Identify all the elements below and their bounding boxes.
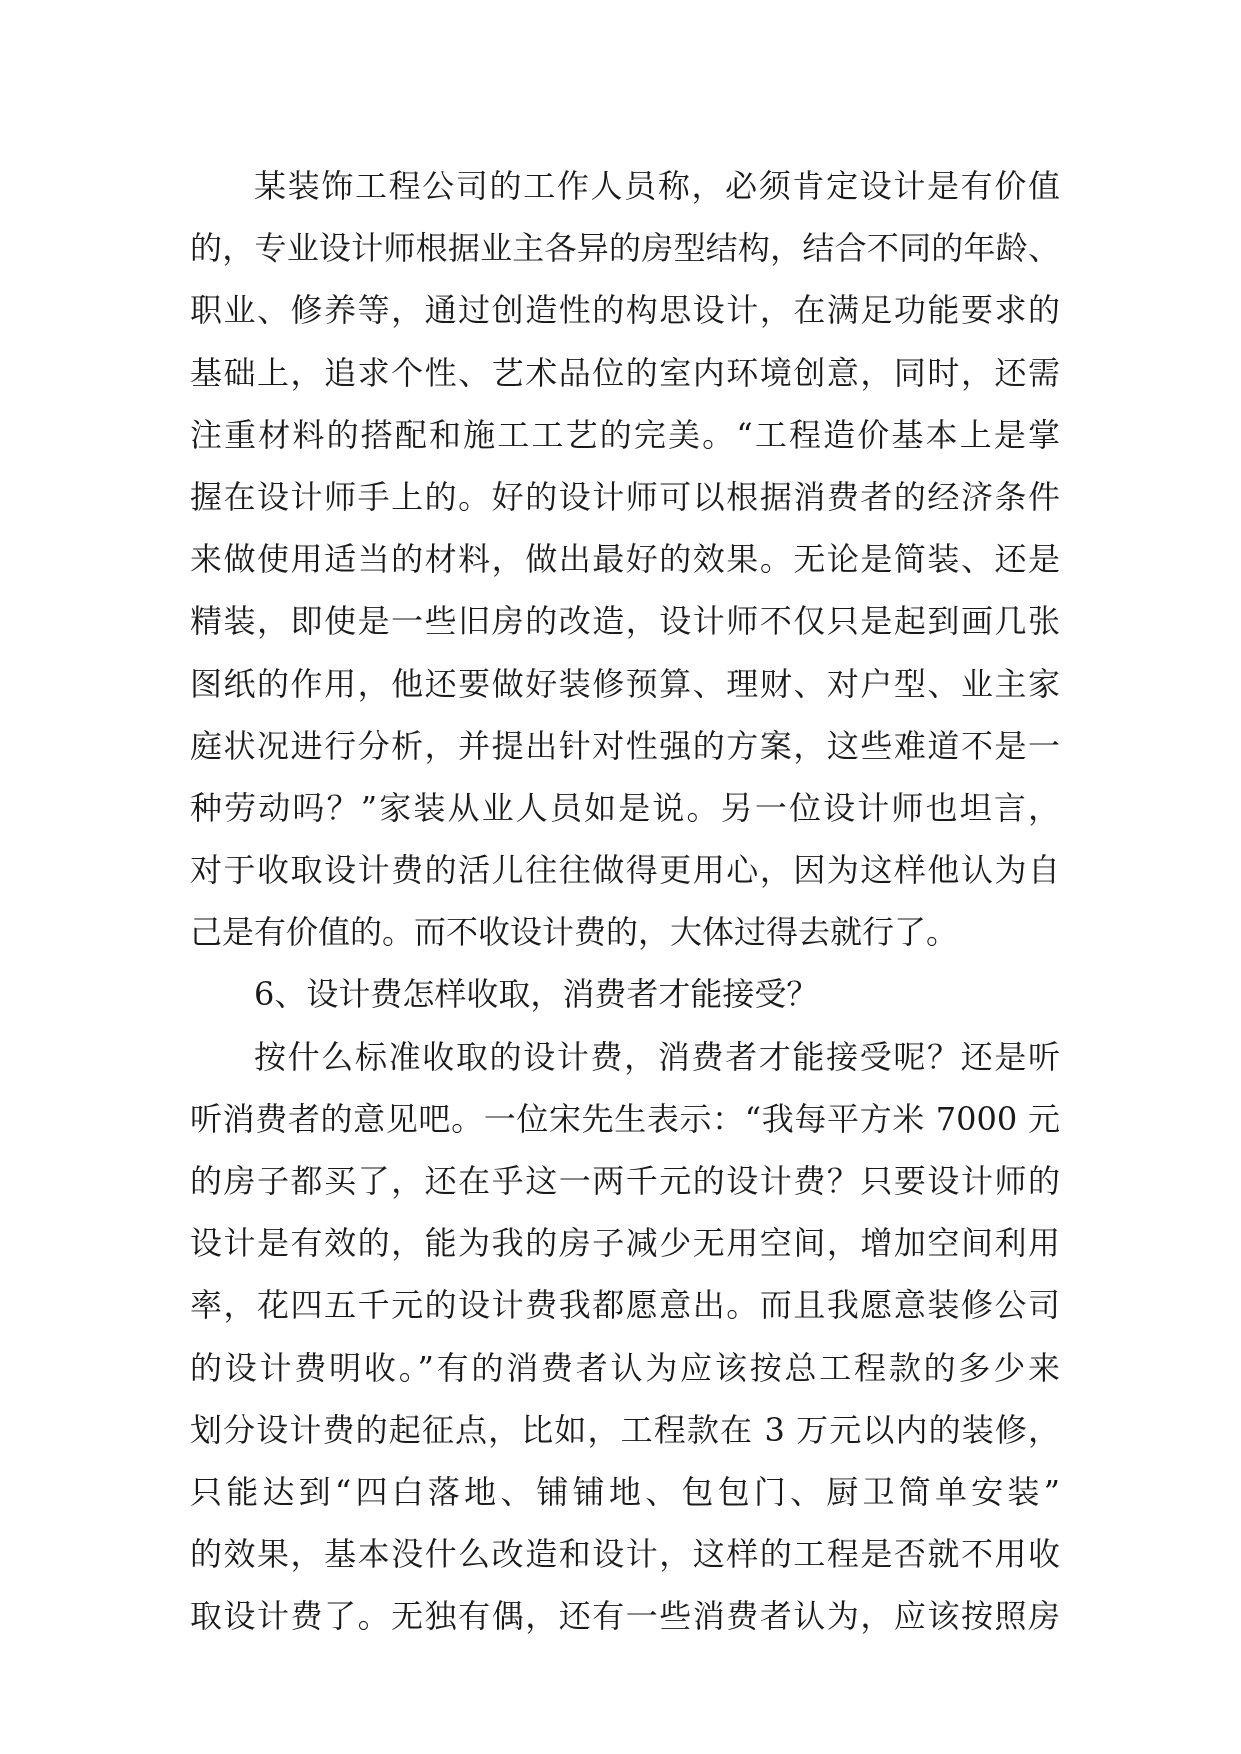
paragraph-1-line-4: 基础上，追求个性、艺术品位的室内环境创意，同时，还需	[190, 353, 1060, 392]
paragraph-2-line-9: 的效果，基本没什么改造和设计，这样的工程是否就不用收	[190, 1535, 1060, 1574]
paragraph-1-line-5: 注重材料的搭配和施工工艺的完美。“工程造价基本上是掌	[190, 415, 1060, 454]
paragraph-1-line-6: 握在设计师手上的。好的设计师可以根据消费者的经济条件	[190, 477, 1060, 516]
paragraph-2-line-3: 的房子都买了，还在乎这一两千元的设计费？只要设计师的	[190, 1162, 1060, 1200]
paragraph-1-line-7: 来做使用适当的材料，做出最好的效果。无论是简装、还是	[190, 540, 1060, 579]
paragraph-1-line-9: 图纸的作用，他还要做好装修预算、理财、对户型、业主家	[190, 664, 1060, 703]
paragraph-1-line-3: 职业、修养等，通过创造性的构思设计，在满足功能要求的	[190, 291, 1060, 330]
paragraph-1-line-11: 种劳动吗？”家装从业人员如是说。另一位设计师也坦言，	[190, 788, 1060, 827]
paragraph-1-line-1: 某装饰工程公司的工作人员称，必须肯定设计是有价值	[254, 167, 1060, 205]
paragraph-1-line-12: 对于收取设计费的活儿往往做得更用心，因为这样他认为自	[190, 851, 1060, 890]
paragraph-2-line-2: 听消费者的意见吧。一位宋先生表示：“我每平方米 7000 元	[190, 1099, 1060, 1138]
paragraph-1-line-2: 的，专业设计师根据业主各异的房型结构，结合不同的年龄、	[190, 229, 1060, 268]
paragraph-1-line-10: 庭状况进行分析，并提出针对性强的方案，这些难道不是一	[190, 726, 1060, 765]
paragraph-2-line-10: 取设计费了。无独有偶，还有一些消费者认为，应该按照房	[190, 1597, 1060, 1636]
paragraph-2-line-6: 的设计费明收。”有的消费者认为应该按总工程款的多少来	[190, 1348, 1060, 1387]
section-heading-6: 6、设计费怎样收取，消费者才能接受？	[254, 975, 819, 1014]
paragraph-2-line-5: 率，花四五千元的设计费我都愿意出。而且我愿意装修公司	[190, 1286, 1060, 1325]
paragraph-2-line-1: 按什么标准收取的设计费，消费者才能接受呢？还是听	[254, 1037, 1060, 1076]
paragraph-2-line-4: 设计是有效的，能为我的房子减少无用空间，增加空间利用	[190, 1224, 1060, 1263]
paragraph-1-line-13: 己是有价值的。而不收设计费的，大体过得去就行了。	[190, 913, 959, 952]
paragraph-2-line-7: 划分设计费的起征点，比如，工程款在 3 万元以内的装修，	[190, 1410, 1060, 1449]
paragraph-2-line-8: 只能达到“四白落地、铺铺地、包包门、厨卫简单安装”	[190, 1472, 1060, 1511]
paragraph-1-line-8: 精装，即使是一些旧房的改造，设计师不仅只是起到画几张	[190, 602, 1060, 641]
document-body	[190, 155, 1060, 1648]
